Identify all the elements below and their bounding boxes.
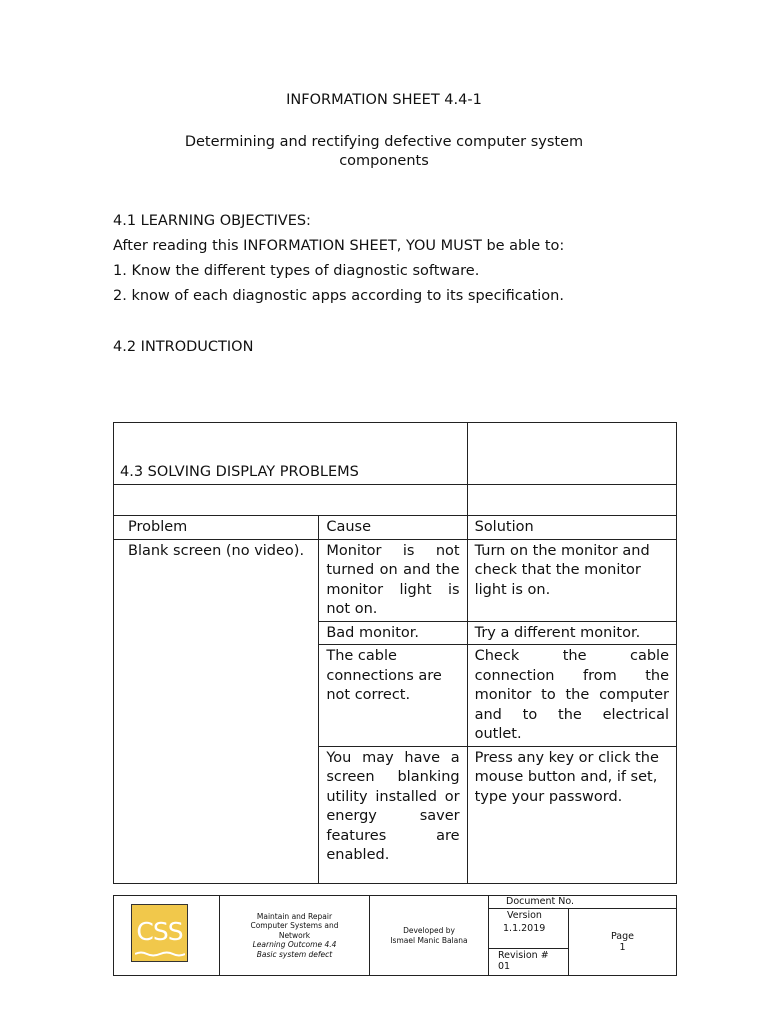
column-header-problem: Problem: [114, 516, 319, 540]
cause-cell: The cable connections are not correct.: [319, 645, 467, 747]
display-problems-table: [113, 422, 677, 884]
cause-cell: You may have a screen blanking utility installed or energy saver features are enabled.: [319, 746, 467, 883]
problem-cell: Blank screen (no video).: [114, 539, 319, 883]
course-cell: [220, 896, 370, 976]
cause-cell: Monitor is not turned on and the monitor light is not on.: [319, 539, 467, 621]
table-cell-empty: [467, 485, 676, 516]
section-title: 4.3 SOLVING DISPLAY PROBLEMS: [114, 423, 468, 485]
table-row: [114, 539, 677, 621]
solution-cell: Turn on the monitor and check that the monitor light is on.: [467, 539, 676, 621]
page-cell: [569, 909, 677, 976]
page-number: 1: [619, 942, 626, 953]
objective-item-2: 2. know of each diagnostic apps according to its specification.: [113, 288, 564, 304]
revision-cell: [489, 949, 569, 976]
version-value: 1.1.2019: [503, 923, 546, 934]
developer-cell: [370, 896, 489, 976]
sheet-subtitle: Determining and rectifying defective computer system components: [184, 134, 584, 169]
logo-wave-icon: [135, 951, 185, 957]
learning-outcome-sub: Basic system defect: [256, 949, 333, 959]
cause-cell: Bad monitor.: [319, 621, 467, 645]
introduction-heading: 4.2 INTRODUCTION: [113, 339, 254, 355]
table-cell-empty: [114, 485, 468, 516]
developer-name: Ismael Manic Balana: [390, 935, 468, 945]
logo-text: CSS: [136, 917, 183, 946]
learning-outcome: Learning Outcome 4.4: [252, 940, 337, 950]
objectives-lead: After reading this INFORMATION SHEET, YOU MUST be able to:: [113, 238, 565, 254]
table-header-row: [114, 516, 677, 540]
objectives-heading: 4.1 LEARNING OBJECTIVES:: [113, 213, 311, 229]
column-header-solution: Solution: [467, 516, 676, 540]
solution-cell: Try a different monitor.: [467, 621, 676, 645]
developed-by-label: Developed by: [403, 926, 455, 935]
solution-cell: Check the cable connection from the monitor to the computer and to the electrical outlet.: [467, 645, 676, 747]
revision-label: Revision #: [498, 950, 549, 961]
objective-item-1: 1. Know the different types of diagnostic software.: [113, 263, 480, 279]
solution-cell: Press any key or click the mouse button and, if set, type your password.: [467, 746, 676, 883]
course-name: Maintain and Repair Computer Systems and Network: [250, 911, 339, 940]
revision-value: 01: [498, 961, 511, 972]
column-header-cause: Cause: [319, 516, 467, 540]
version-label: Version: [507, 910, 542, 921]
document-footer: [113, 895, 677, 976]
table-cell-empty: [467, 423, 676, 485]
css-logo: [131, 904, 188, 962]
document-no-label: Document No.: [489, 896, 677, 909]
sheet-title: INFORMATION SHEET 4.4-1: [286, 92, 482, 108]
page-label: Page: [611, 931, 634, 942]
version-cell: [489, 909, 569, 949]
